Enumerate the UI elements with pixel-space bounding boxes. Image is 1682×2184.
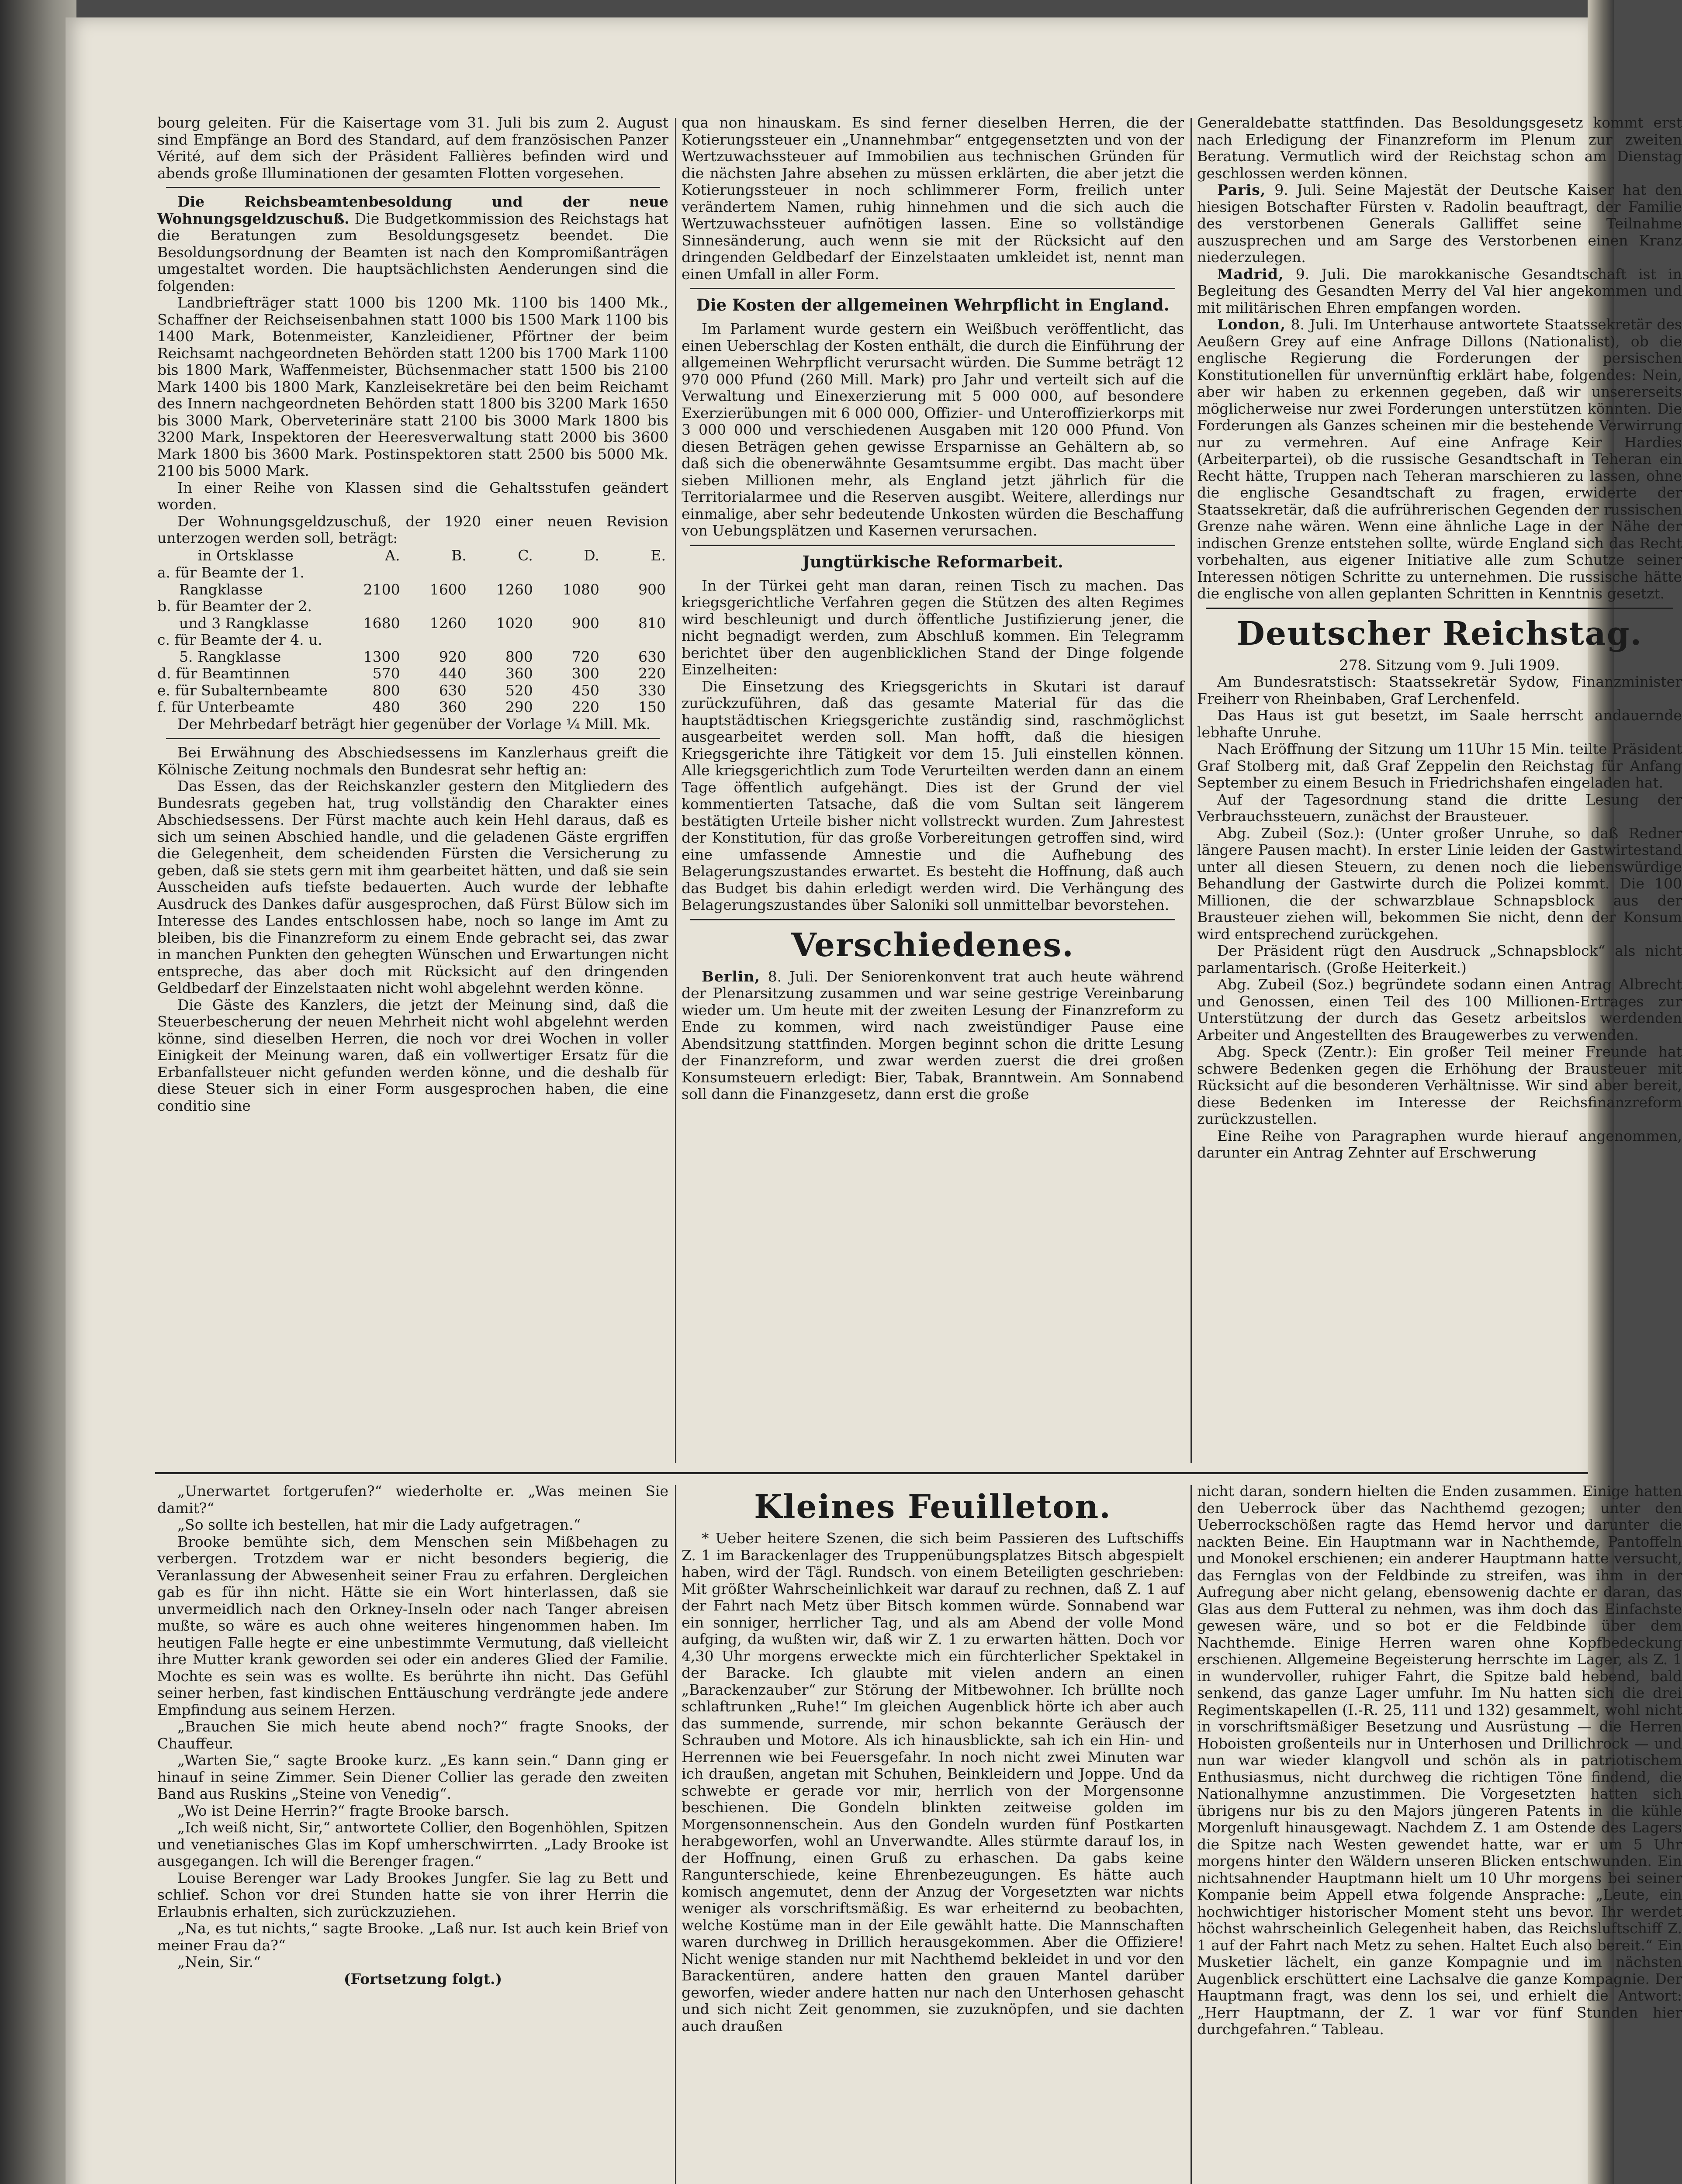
paragraph: bourg geleiten. Für die Kaisertage vom 31. Juli bis zum 2. August sind Empfänge an Bord des Standard, auf dem französischen Panzer Vérité, auf dem sich der Präsident Fallières befinden wird und abends große Illuminationen der gesamten Flotten vorgesehen. (157, 114, 668, 182)
paragraph: Louise Berenger war Lady Brookes Jungfer. Sie lag zu Bett und schlief. Schon vor drei Stunden hatte sie von ihrer Herrin die Erlaubnis erhalten, sich zurückzuziehen. (157, 1869, 668, 1920)
table-cell: 900 (638, 581, 666, 598)
table-cell: Rangklasse (179, 581, 263, 598)
divider (690, 288, 1175, 289)
table-row (157, 581, 668, 598)
paragraph: „Ich weiß nicht, Sir,“ antwortete Collier, den Bogenhöhlen, Spitzen und venetianisches Glas im Kopf umherschwirrten. „Lady Brooke ist ausgegangen. Ich will die Berenger fragen.“ (157, 1819, 668, 1870)
table-row (157, 682, 668, 699)
table-header-cell: E. (651, 546, 666, 564)
divider (166, 738, 660, 739)
table-cell: 1600 (429, 581, 467, 598)
dateline-place: Berlin, (702, 968, 760, 985)
table-cell: 810 (638, 614, 666, 632)
table-cell: 5. Rangklasse (179, 648, 281, 665)
table-header-cell: B. (451, 546, 467, 564)
paragraph: Nach Eröffnung der Sitzung um 11Uhr 15 Min. teilte Präsident Graf Stolberg mit, daß Graf Zeppelin den Reichstag für Anfang September zu einem Besuch in Friedrichshafen eingeladen hat. (1197, 740, 1682, 791)
table-cell (336, 632, 403, 649)
article-heading: Die Reichsbeamtenbesoldung und der neue Wohnungsgeldzuschuß. (157, 193, 668, 227)
column-feuilleton-continued (1197, 1483, 1682, 2184)
table-row (157, 665, 668, 682)
table-cell (469, 564, 536, 581)
table-cell (602, 564, 668, 581)
section-title: Deutscher Reichstag. (1236, 615, 1643, 653)
divider (690, 545, 1175, 546)
paragraph: Abg. Speck (Zentr.): Ein großer Teil meiner Freunde hat schwere Bedenken gegen die Erhöhung der Brausteuer mit Rücksicht auf die besonderen Verhältnisse. Wir sind aber bereit, diese Bedenken im Interesse der Reichsfinanzreform zurückzustellen. (1197, 1043, 1682, 1127)
table-header (157, 547, 668, 565)
table-cell: 2100 (363, 581, 400, 598)
table-row (157, 649, 668, 666)
column-divider (1191, 1485, 1192, 2184)
section-title: Verschiedenes. (791, 926, 1074, 964)
table-cell (469, 632, 536, 649)
table-cell: f. für Unterbeamte (157, 698, 294, 715)
paragraph: Landbriefträger statt 1000 bis 1200 Mk. 1100 bis 1400 Mk., Schaffner der Reichseisenbahnen statt 1000 bis 1500 Mark 1100 bis 1400 Mark, Botenmeister, Kanzleidiener, Pförtner der beim Reichsamt nachgeordneten Behörden statt 1200 bis 1700 Mark 1100 bis 1800 Mark, Waffenmeister, Büchsenmacher statt 1500 bis 2100 Mark 1400 bis 1800 Mark, Kanzleisekretäre bei den beim Reichamt des Innern nachgeordneten Behörden statt 1800 bis 3200 Mark 1650 bis 3000 Mark, Oberveterinäre statt 2100 bis 3000 Mark 1800 bis 3200 Mark, Inspektoren der Heeresverwaltung statt 2000 bis 3600 Mark 1800 bis 3600 Mark. Postinspektoren statt 2500 bis 5000 Mk. 2100 bis 5000 Mark. (157, 294, 668, 479)
table-header-cell: D. (584, 546, 599, 564)
table-cell: c. für Beamte der 4. u. (157, 631, 322, 648)
paragraph (157, 194, 668, 294)
paragraph: Brooke bemühte sich, dem Menschen sein Mißbehagen zu verbergen. Trotzdem war er nicht besonders begierig, die Veranlassung der Abwesenheit seiner Frau zu erfahren. Dergleichen gab es für ihn nicht. Hätte sie ein Wort hinterlassen, daß sie unvermeidlich nach den Orkney-Inseln oder nach Tanger abreisen mußte, so wäre es auch ohne weiteres hingenommen haben. Im heutigen Falle hegte er eine unbestimmte Vermutung, daß vielleicht ihre Mutter krank geworden sei oder ein anderes Glied der Familie. Mochte es sein was es wollte. Es berührte ihn nicht. Das Gefühl seiner herben, fast kindischen Enttäuschung verdrängte jede andere Empfindung aus seinem Herzen. (157, 1533, 668, 1718)
paragraph-text: 9. Juli. Seine Majestät der Deutsche Kaiser hat den hiesigen Botschafter Fürsten v. Radolin beauftragt, der Familie des verstorbenen Generals Galliffet seine Teilnahme auszusprechen und am Sarge des Verstorbenen einen Kranz niederzulegen. (1197, 181, 1682, 266)
paragraph: „So sollte ich bestellen, hat mir die Lady aufgetragen.“ (177, 1516, 581, 1533)
section-title: Kleines Feuilleton. (754, 1488, 1111, 1526)
table-cell: 520 (505, 681, 533, 699)
table-row (157, 615, 668, 632)
article-heading: Jungtürkische Reformarbeit. (802, 552, 1063, 571)
paragraph (1197, 316, 1682, 602)
table-cell: 900 (571, 614, 599, 632)
table-row (157, 564, 668, 581)
table-cell: a. für Beamte der 1. (157, 564, 305, 581)
paragraph: qua non hinauskam. Es sind ferner dieselben Herren, die der Kotierungssteuer ein „Unannehmbar“ entgegensetzten und von der Wertzuwachssteuer auf Immobilien aus technischen Gründen für die nächsten Jahre absehen zu müssen erklärten, die aber jetzt die Kotierungssteuer in noch schlimmerer Form, freilich unter verändertem Namen, ruhig hinnehmen und die sich auch die Wertzuwachssteuer aufnötigen lassen. Eine so vollständige Sinnesänderung, auch wenn sie mit der Rücksicht auf den dringenden Geldbedarf der Einzelstaaten umkleidet ist, nennt man einen Umfall in aller Form. (682, 114, 1184, 283)
paragraph (682, 968, 1184, 1103)
paragraph: Das Essen, das der Reichskanzler gestern den Mitgliedern des Bundesrats gegeben hat, trug vollständig den Charakter eines Abschiedsessens. Der Fürst machte auch kein Hehl daraus, daß es sich um seinen Abschied handle, und die geladenen Gäste ergriffen die Gelegenheit, dem scheidenden Fürsten die Versicherung zu geben, daß sie stets gern mit ihm gearbeitet hätten, und daß sie sein Ausscheiden aufs tiefste bedauerten. Auch wurde der lebhafte Ausdruck des Dankes dafür ausgesprochen, daß Fürst Bülow sich im Interesse des Landes entschlossen habe, noch so lange im Amt zu bleiben, bis die Finanzreform zu einem Ende gebracht sei, das zwar in manchen Punkten den gehegten Wünschen und Erwartungen nicht entspreche, das aber doch mit Rücksicht auf den dringenden Geldbedarf der Einzelstaaten nicht wohl abgelehnt werden könne. (157, 778, 668, 996)
paragraph: In einer Reihe von Klassen sind die Gehaltsstufen geändert worden. (157, 479, 668, 513)
table-cell: 450 (571, 681, 599, 699)
table-cell: 1300 (363, 648, 400, 665)
continuation-note: (Fortsetzung folgt.) (343, 1970, 502, 1987)
divider (690, 919, 1175, 920)
table-cell: 1260 (429, 614, 467, 632)
column-divider (1191, 118, 1192, 1463)
table-cell: 630 (638, 648, 666, 665)
table-cell (403, 598, 469, 615)
table-cell: und 3 Rangklasse (179, 614, 309, 632)
newspaper-page (66, 17, 1682, 2184)
table-cell: 920 (439, 648, 467, 665)
paragraph: „Nein, Sir.“ (177, 1953, 261, 1970)
table-cell (536, 564, 602, 581)
table-cell: 360 (505, 665, 533, 682)
paragraph: nicht daran, sondern hielten die Enden zusammen. Einige hatten den Ueberrock über das Nachthemd gezogen; unter den Ueberrockschößen ragte das Hemd hervor und darunter die nackten Beine. Ein Hauptmann war in Nachthemde, Pantoffeln und Monokel erschienen; ein anderer Hauptmann hatte versucht, das Fernglas von der Feldbinde zu streifen, was ihm in der Aufregung aber nicht gelang, ebensowenig dachte er daran, das Glas aus dem Futteral zu nehmen, was ihm doch das Einfachste gewesen wäre, und so bot er die Feldbinde über dem Nachthemde. Einige Herren waren ohne Kopfbedeckung erschienen. Allgemeine Begeisterung herrschte im Lager, als Z. 1 in wundervoller, ruhiger Fahrt, die Spitze bald hebend, bald senkend, das ganze Lager umfuhr. Im Nu hatten sich die drei Regimentskapellen (I.-R. 25, 111 und 132) gesammelt, wohl nicht in vorschriftsmäßiger Besetzung und Ausrüstung — die Herren Hoboisten großenteils nur in Unterhosen und Drillichrock — und nun war wieder klangvoll und schön als in patriotischem Enthusiasmus, nicht durchweg die richtigen Töne findend, die Nationalhymne anzustimmen. Die Vorgesetzten hatten sich übrigens nur bis zu den Majors jüngeren Patents in die kühle Morgenluft hinausgewagt. Nachdem Z. 1 am Ostende des Lagers die Spitze nach Westen gewendet hatte, war er um 5 Uhr morgens hinter den Wäldern unseren Blicken entschwunden. Ein nichtsahnender Hauptmann hielt um 10 Uhr morgens bei seiner Kompanie beim Appell etwa folgende Ansprache: „Leute, ein hochwichtiger historischer Moment steht uns bevor. Ihr werdet höchst wahrscheinlich Gelegenheit haben, das Reichsluftschiff Z. 1 auf der Fahrt nach Metz zu sehen. Haltet Euch also bereit.“ Ein Musketier lächelt, ein ganze Kompagnie und im nächsten Augenblick erschüttert eine Lachsalve die ganze Kompagnie. Der Hauptmann fragt, was denn los sei, und erhielt die Antwort: „Herr Hauptmann, der Z. 1 war vor fünf Stunden hier durchgefahren.“ Tableau. (1197, 1482, 1682, 2038)
column-feuilleton (682, 1483, 1184, 2184)
table-cell (602, 632, 668, 649)
paragraph: Bei Erwähnung des Abschiedsessens im Kanzlerhaus greift die Kölnische Zeitung nochmals den Bundesrat sehr heftig an: (157, 744, 668, 778)
table-cell (403, 564, 469, 581)
table-header-cell: in Ortsklasse (197, 546, 294, 564)
table-cell: 1680 (363, 614, 400, 632)
table-header-cell: A. (385, 546, 400, 564)
paragraph: Eine Reihe von Paragraphen wurde hierauf angenommen, darunter ein Antrag Zehnter auf Erschwerung (1197, 1127, 1682, 1161)
session-subtitle: 278. Sitzung vom 9. Juli 1909. (1339, 656, 1560, 674)
divider (1206, 608, 1673, 609)
column-divider (675, 118, 676, 1463)
divider (166, 187, 660, 188)
table-cell: 220 (638, 665, 666, 682)
table-cell: 300 (571, 665, 599, 682)
table-cell (536, 632, 602, 649)
paragraph: Die Einsetzung des Kriegsgerichts in Skutari ist darauf zurückzuführen, daß das gesamte Material für das die hauptstädtischen Kriegsgerichte zuständig sind, raschmöglichst ausgearbeitet werden soll. Man hofft, daß die hiesigen Kriegsgerichte ihre Tätigkeit vor dem 15. Juli einstellen können. Alle kriegsgerichtlich zum Tode Verurteilten werden dann an einem Tage öffentlich aufgehängt. Dies ist der Grund der viel kommentierten Tatsache, daß die vom Sultan seit längerem bestätigten Urteile bisher nicht vollstreckt wurden. Zum Jahrestest der Konstitution, für das große Vorbereitungen getroffen sind, wird eine umfassende Amnestie und die Aufhebung des Belagerungszustandes erwartet. Es besteht die Hoffnung, daß auch das Budget bis dahin erledigt werden wird. Die Verhängung des Belagerungszustandes über Saloniki soll unmittelbar bevorstehen. (682, 677, 1184, 913)
column-1 (157, 114, 668, 1469)
table-cell: 290 (505, 698, 533, 715)
table-cell: 1260 (496, 581, 533, 598)
table-cell: 220 (571, 698, 599, 715)
table-cell: 480 (372, 698, 400, 715)
table-cell (336, 598, 403, 615)
table-cell (602, 598, 668, 615)
paragraph: „Brauchen Sie mich heute abend noch?“ fragte Snooks, der Chauffeur. (157, 1718, 668, 1752)
table-cell: 800 (372, 681, 400, 699)
dateline-place: Paris, (1217, 181, 1266, 198)
paragraph: „Wo ist Deine Herrin?“ fragte Brooke barsch. (177, 1802, 509, 1819)
paragraph: Generaldebatte stattfinden. Das Besoldungsgesetz kommt erst nach Erledigung der Finanzreform im Plenum zur zweiten Beratung. Vermutlich wird der Reichstag schon am Dienstag geschlossen werden können. (1197, 114, 1682, 182)
table-cell (536, 598, 602, 615)
paragraph-text: Die Budgetkommission des Reichstags hat die Beratungen zum Besoldungsgesetz beendet. Die Besoldungsordnung der Beamten ist nach den Kompromißanträgen umgestaltet worden. Die hauptsächlichsten Aenderungen sind die folgenden: (157, 210, 668, 294)
paragraph: Am Bundesratstisch: Staatssekretär Sydow, Finanzminister Freiherr von Rheinbaben, Graf Lerchenfeld. (1197, 673, 1682, 707)
paragraph (1197, 266, 1682, 317)
column-divider (675, 1485, 676, 2184)
paragraph: Abg. Zubeil (Soz.) begründete sodann einen Antrag Albrecht und Genossen, einen Teil des 100 Millionen-Ertrages zur Unterstützung der durch das Gesetz arbeitslos werdenden Arbeiter und Angestellten des Braugewerbes zu verwenden. (1197, 976, 1682, 1044)
paragraph: Der Mehrbedarf beträgt hier gegenüber der Vorlage ¼ Mill. Mk. (177, 715, 651, 733)
paragraph: „Warten Sie,“ sagte Brooke kurz. „Es kann sein.“ Dann ging er hinauf in seine Zimmer. Sein Diener Collier las gerade den zweiten Band aus Ruskins „Steine von Venedig“. (157, 1752, 668, 1802)
table-cell: 1020 (496, 614, 533, 632)
table-cell: 360 (439, 698, 467, 715)
table-cell: b. für Beamter der 2. (157, 598, 312, 615)
table-cell (469, 598, 536, 615)
table-cell: 440 (439, 665, 467, 682)
paragraph: „Unerwartet fortgerufen?“ wiederholte er. „Was meinen Sie damit?“ (157, 1482, 668, 1517)
table-row (157, 699, 668, 716)
section-separator (155, 1472, 1588, 1474)
paragraph: Der Wohnungsgeldzuschuß, der 1920 einer neuen Revision unterzogen werden soll, beträgt: (157, 512, 668, 546)
paragraph-text: 8. Juli. Im Unterhause antwortete Staatssekretär des Aeußern Grey auf eine Anfrage Dillons (Nationalist), ob die englische Regierung die Forderungen der persischen Konstitutionellen für unvernünftig erklärt habe, folgendes: Nein, aber wir haben zu erkennen gegeben, daß wir unsererseits möglicherweise nur zwei Forderungen unterstützen könnten. Die Forderungen als Ganzes scheinen mir die bestehende Verwirrung nur zu vermehren. Auf eine Anfrage Keir Hardies (Arbeiterpartei), ob die russische Gesandtschaft in Teheran ein Recht hätte, Truppen nach Teheran marschieren zu lassen, ohne die englische Gesandtschaft zu fragen, erwiderte der Staatssekretär, daß die aufrührerischen Gegenden der russischen Grenze nahe wären. Wenn eine ähnliche Lage in der Nähe der indischen Grenze entstehen sollte, würde England sich das Recht vorbehalten, aus eigener Initiative alle zum Schutze seiner Interessen nötigen Schritte zu unternehmen. Die russische hätte die englische von allen geplanten Schritten in Kenntnis gesetzt. (1197, 316, 1682, 602)
table-row (157, 632, 668, 649)
table-cell: e. für Subalternbeamte (157, 681, 328, 699)
table-cell: 330 (638, 681, 666, 699)
dateline-place: London, (1217, 316, 1286, 333)
paragraph: Der Präsident rügt den Ausdruck „Schnapsblock“ als nicht parlamentarisch. (Große Heiterkeit.) (1197, 942, 1682, 976)
table-cell: 800 (505, 648, 533, 665)
paragraph-text: 9. Juli. Die marokkanische Gesandtschaft ist in Begleitung des Gesandten Merry del Val hier angekommen und mit militärischen Ehren empfangen worden. (1197, 265, 1682, 316)
article-heading: Die Kosten der allgemeinen Wehrpflicht in England. (696, 295, 1170, 314)
book-binding (0, 0, 76, 2184)
paragraph: In der Türkei geht man daran, reinen Tisch zu machen. Das kriegsgerichtliche Verfahren gegen die Stützen des alten Regimes wird beschleunigt und durch öffentliche Justifizierung jener, die nicht begnadigt werden, zum Abschluß kommen. Ein Telegramm berichtet über den augenblicklichen Stand der Dinge folgende Einzelheiten: (682, 577, 1184, 678)
paragraph: Auf der Tagesordnung stand die dritte Lesung der Verbrauchssteuern, zunächst der Brausteuer. (1197, 791, 1682, 825)
housing-allowance-table (157, 547, 668, 716)
table-cell: 1080 (562, 581, 599, 598)
paragraph-text: 8. Juli. Der Seniorenkonvent trat auch heute während der Plenarsitzung zusammen und war seine gestrige Vereinbarung wieder um. Um heute mit der zweiten Lesung der Finanzreform zu Ende zu kommen, wird nach zweistündiger Pause eine Abendsitzung stattfinden. Morgen beginnt schon die dritte Lesung der Finanzreform, und zwar werden zuerst die drei großen Konsumsteuern erledigt: Bier, Tabak, Branntwein. Am Sonnabend soll dann die Finanzgesetz, dann erst die große (682, 968, 1184, 1102)
table-cell: d. für Beamtinnen (157, 665, 290, 682)
paragraph: * Ueber heitere Szenen, die sich beim Passieren des Luftschiffs Z. 1 im Barackenlager des Truppenübungsplatzes Bitsch abgespielt haben, wird der Tägl. Rundsch. von einem Beteiligten geschrieben: Mit größter Wahrscheinlichkeit war darauf zu rechnen, daß Z. 1 auf der Fahrt nach Metz über Bitsch kommen würde. Sonnabend war ein sonniger, herrlicher Tag, und als am Abend der volle Mond aufging, da wußten wir, daß wir Z. 1 zu erwarten hätten. Doch vor 4,30 Uhr morgens erweckte mich ein fürchterlicher Spektakel in der Baracke. Ich glaubte mit vielen andern an einen „Barackenzauber“ zur Störung der Mitbewohner. Ich brüllte noch schlaftrunken „Ruhe!“ Im gleichen Augenblick hörte ich aber auch das summende, surrende, mir schon bekannte Geräusch der Schrauben und Motore. Als ich hinausblickte, sah ich ein Hin- und Herrennen wie bei Feuersgefahr. In noch nicht zwei Minuten war ich draußen, angetan mit Schuhen, Beinkleidern und Joppe. Und da schwebte er gerade vor mir, herrlich von der Morgensonne beschienen. Die Gondeln blinkten zeitweise golden im Morgensonnenschein. Aus den Gondeln wurden fünf Postkarten herabgeworfen, wohl an Unverwandte. Alles stürmte darauf los, in der Hoffnung, einen Gruß zu erhaschen. Da gabs keine Rangunterschiede, keine Ehrenbezeugungen. Es hätte auch komisch angemutet, denn der Anzug der Vorgesetzten war nichts weniger als vorschriftsmäßig. Es war erheiternd zu beobachten, welche Kostüme man in der Eile gewählt hatte. Die Mannschaften waren durchweg in Drillich herausgekommen. Aber die Offiziere! Nicht wenige standen nur mit Nachthemd bekleidet in und vor den Barackentüren, andere hatten den grauen Mantel darüber geworfen, wieder andere hatten nur nach den Unterhosen gehascht und sich nicht Zeit genommen, sie zuzuknöpfen, und sie dachten auch draußen (682, 1530, 1184, 2035)
column-2 (682, 114, 1184, 1469)
paragraph: Die Gäste des Kanzlers, die jetzt der Meinung sind, daß die Steuerbescherung der neuen Mehrheit nicht wohl abgelehnt werden könne, sind dieselben Herren, die noch vor drei Wochen in voller Einigkeit der Meinung waren, daß ein vollwertiger Ersatz für die Erbanfallsteuer nicht gefunden werden könne, und die deshalb für diese Steuer sich in einer Form ausgesprochen haben, die eine conditio sine (157, 996, 668, 1114)
table-cell: 570 (372, 665, 400, 682)
paragraph (1197, 182, 1682, 266)
table-row (157, 598, 668, 615)
table-cell (403, 632, 469, 649)
table-cell: 630 (439, 681, 467, 699)
paragraph: Abg. Zubeil (Soz.): (Unter großer Unruhe, so daß Redner längere Pausen macht). In erster Linie leiden der Gastwirtestand unter all diesen Steuern, zu denen noch die liebenswürdige Behandlung der Gastwirte durch die Polizei kommt. Die 100 Millionen, die der schwarzblaue Schnapsblock aus der Brausteuer ziehen will, bekommen Sie nicht, denn der Konsum wird entsprechend zurückgehen. (1197, 824, 1682, 943)
column-serial-novel (157, 1483, 668, 2184)
dateline-place: Madrid, (1217, 265, 1284, 283)
paragraph: „Na, es tut nichts,“ sagte Brooke. „Laß nur. Ist auch kein Brief von meiner Frau da?“ (157, 1920, 668, 1954)
paragraph: Das Haus ist gut besetzt, im Saale herrscht andauernde lebhafte Unruhe. (1197, 707, 1682, 741)
column-3 (1197, 114, 1682, 1469)
paragraph: Im Parlament wurde gestern ein Weißbuch veröffentlicht, das einen Ueberschlag der Kosten enthält, die durch die Einführung der allgemeinen Wehrpflicht verursacht würden. Die Summe beträgt 12 970 000 Pfund (260 Mill. Mark) pro Jahr und verteilt sich auf die Verwaltung und Einexerzierung mit 5 000 000, auf besondere Exerzierübungen mit 6 000 000, Offizier- und Unteroffizierkorps mit 3 000 000 und verschiedenen Ausgaben mit 120 000 Pfund. Von diesen Beträgen gehen gewisse Ersparnisse an Gehältern ab, so daß sich die obenerwähnte Gesamtsumme ergibt. Das macht über sieben Millionen mehr, als England jetzt jährlich für die Territorialarmee und die Reserven ausgibt. Weitere, allerdings nur einmalige, aber sehr bedeutende Unkosten würden die Beschaffung von Uebungsplätzen und Kasernen verursachen. (682, 320, 1184, 539)
table-cell: 720 (571, 648, 599, 665)
table-header-cell: C. (518, 546, 533, 564)
table-cell: 150 (638, 698, 666, 715)
table-cell (336, 564, 403, 581)
